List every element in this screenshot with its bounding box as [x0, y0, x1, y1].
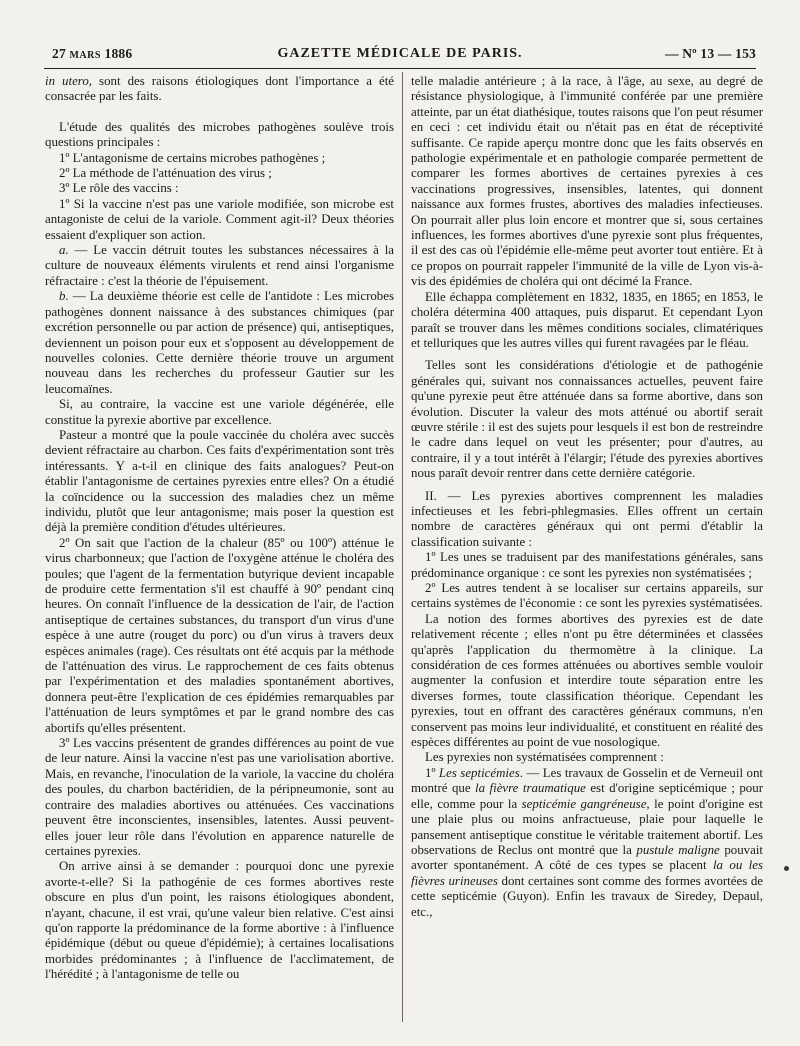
- list-item: 2º La méthode de l'atténuation des virus ;: [59, 166, 272, 181]
- text: — Le vaccin détruit toutes les substances nécessaires à la culture de nouveaux éléments virulents et rend ainsi l'organisme réfractaire : c'est la théorie de l'épuisement.: [45, 243, 394, 288]
- text: — La deuxième théorie est celle de l'antidote : Les microbes pathogènes donnent naissance à des substances chimiques (par excrétion personnelle ou par action de présence) qui, antiseptiques, deviennent un poison pour eux et s'opposent au développement de nouvelles colonies. Cette dernière théorie trouve un argument nouveau dans les recherches du professeur Gautier sur les leucomaïnes.: [45, 289, 394, 396]
- journal-title: GAZETTE MÉDICALE DE PARIS.: [277, 46, 523, 61]
- paragraph: 1º Si la vaccine n'est pas une variole modifiée, son microbe est antagoniste de celui de la variole. Comment agit-il? Deux théories essaient d'expliquer son action.: [45, 196, 394, 242]
- date-year: 1886: [104, 46, 133, 61]
- text: . — Les travaux de Gosselin et de Verneuil ont montré que: [411, 765, 763, 796]
- paragraph: [411, 766, 763, 920]
- section-heading-paragraph: II. — Les pyrexies abortives comprennent les maladies infectieuses et les febri-phlegmasies. Elles offrent un certain nombre de caractères généraux qui ont permi d'établir la classification suivante :: [411, 488, 763, 549]
- left-column: [45, 74, 394, 983]
- italic-text: Les septicémies: [438, 765, 520, 780]
- issue-page-number: — Nº 13 — 153: [664, 46, 756, 61]
- date-day: 27: [52, 46, 66, 61]
- column-divider: [402, 72, 403, 1022]
- list-item: 1º L'antagonisme de certains microbes pathogènes ;: [59, 150, 326, 165]
- text: 1º: [425, 765, 439, 780]
- ink-dot: [784, 866, 789, 871]
- page-header: [44, 40, 756, 64]
- paragraph: 2º On sait que l'action de la chaleur (85º ou 100º) atténue le virus charbonneux; que l'action de l'oxygène atténue le choléra des poules; que l'agent de la fermentation butyrique devient incapable de produire cette fermentation s'il est chauffé à 90º pendant cinq heures. On connaît l'influence de la dessication de l'air, de l'action antiseptique de certaines substances, du transport d'un virus d'une espèce à une autre (rouget du porc) ou d'un virus à travers deux espèces animales (rage). Ces résultats ont été acquis par la méthode de l'atténuation des virus. Le rapprochement de ces faits obtenus par l'expérimentation et des maladies spontanément abortives, donnera peut-être l'explication de ces épidémies remarquables par l'atténuation de leurs symptômes et par le grand nombre des cas abortifs qu'elles présentent.: [45, 535, 394, 735]
- paragraph: Si, au contraire, la vaccine est une variole dégénérée, elle constitue la pyrexie abortive par excellence.: [45, 397, 394, 427]
- text: , le point d'origine est une plaie plus ou moins anfractueuse, plaie pour laquelle le pansement antiseptique constitue le véritable traitement abortif. Les observations de Reclus ont montré que la: [411, 796, 763, 857]
- paragraph: [45, 289, 394, 397]
- text: dont certaines sont comme des formes avortées de cette septicémie (Guyon). Enfin les travaux de Siredey, Depaul, etc.,: [411, 873, 763, 919]
- text: est d'origine septicémique ; pour elle, comme pour la: [411, 781, 763, 811]
- italic-text: la ou les fièvres urineuses: [411, 858, 763, 888]
- item-label: b.: [59, 289, 69, 304]
- paragraph: La notion des formes abortives des pyrexies est de date relativement récente ; elles n'ont pu être déterminées et classées qu'après l'application du thermomètre à la clinique. La considération de ces formes atténuées ou abortives semble vouloir augmenter la confusion et interdire toute séparation entre les diverses formes, toute classification théorique. Cependant les pyrexies, tout en offrant des caractères généraux communs, n'en conservent pas moins leur individualité, et constituent en réalité des espèces différentes au point de vue nosologique.: [411, 611, 763, 750]
- item-label: a.: [59, 243, 69, 258]
- paragraph: L'étude des qualités des microbes pathogènes soulève trois questions principales :: [45, 119, 394, 150]
- header-rule: [44, 68, 756, 69]
- date-month: MARS: [69, 50, 101, 61]
- list-item: 2º Les autres tendent à se localiser sur certains appareils, sur certains systèmes de l'économie : ce sont les pyrexies systématisées.: [411, 581, 763, 611]
- paragraph: On arrive ainsi à se demander : pourquoi donc une pyrexie avorte-t-elle? Si la pathogénie de ces formes abortives reste obscure en plus d'un point, les raisons étiologiques abondent, n'ayant, chacune, il est vrai, qu'une valeur bien relative. C'est ainsi qu'on rapporte la prédominance de la forme abortive : à l'influence épidémique (début ou queue d'épidémie); à certaines localisations morbides prédominantes ; à l'influence de l'acclimatement, de l'hérédité ; à l'antagonisme de telle ou: [45, 859, 394, 982]
- text: pouvait avorter spontanément. A côté de ces types se placent: [411, 842, 763, 873]
- italic-text: pustule maligne: [636, 842, 720, 857]
- paragraph: Telles sont les considérations d'étiologie et de pathogénie générales qui, suivant nos connaissances actuelles, peuvent faire qu'une pyrexie peut être atténuée dans sa forme abortive, dans son évolution. Discuter la valeur des mots atténué ou abortif serait œuvre stérile : il est des sujets pour lesquels il est bon de restreindre le cadre dans lequel on veut les présenter; pour d'autres, au contraire, il y a tout intérêt à l'élargir; l'étude des pyrexies abortives nous paraît devoir rentrer dans cette dernière catégorie.: [411, 358, 763, 481]
- paragraph: [45, 243, 394, 289]
- right-column: [411, 74, 763, 920]
- paragraph: 3º Les vaccins présentent de grandes différences au point de vue de leur nature. Ainsi la vaccine n'est pas une variolisation abortive. Mais, en revanche, l'inoculation de la variole, la vaccine du choléra des poules, du charbon bactéridien, de la péripneumonie, sont au contraire des maladies abortives ou atténuées. Ces vaccinations peuvent être inconscientes, insensibles, latentes. Aussi peuvent-elles jouer leur rôle dans l'évolution en apparence naturelle de certaines pyrexies.: [45, 736, 394, 858]
- list-item: 1º Les unes se traduisent par des manifestations générales, sans prédominance organique : ce sont les pyrexies non systématisées ;: [411, 550, 763, 580]
- italic-text: in utero: [45, 74, 89, 88]
- text: , sont des raisons étiologiques dont l'importance a été consacrée par les faits.: [45, 74, 394, 104]
- paragraph: Les pyrexies non systématisées comprennent :: [425, 750, 664, 765]
- paragraph: telle maladie antérieure ; à la race, à l'âge, au sexe, au degré de résistance physiologique, à l'immunité conférée par une première atteinte, par un état diathésique, toutes raisons que l'on peut résumer en ceci : cet individu était ou n'était pas en état de réceptivité suffisante. Ce rapide aperçu montre donc que les faits observés en pathologie expérimentale et en pathologie comparée permettent de comparer les formes abortives de certaines pyrexies à ces vaccinations progressives, insensibles, latentes, qui donnent naissance aux formes frustes, abortives des maladies infectieuses. On pourrait aller plus loin encore et montrer que si, sous certaines influences, les formes abortives d'une pyrexie sont plus fréquentes, il est des cas où l'épidémie elle-même peut avorter tout entière. Et à ce propos on pourrait rappeler l'immunité de la ville de Lyon vis-à-vis des épidémies de choléra qui ont décimé la France.: [411, 74, 763, 289]
- paragraph: Pasteur a montré que la poule vaccinée du choléra avec succès devient réfractaire au charbon. Ces faits d'expérimentation sont très intéressants. Y a-t-il en clinique des faits analogues? Peut-on établir l'antagonisme de certaines pyrexies entre elles? On a étudié la coïncidence ou la succession des maladies chez un même individu, plutôt que leur antagonisme; mais poser la question est déjà la première condition d'études ultérieures.: [45, 427, 394, 535]
- paragraph: [45, 74, 394, 105]
- list-item: 3º Le rôle des vaccins :: [59, 181, 179, 196]
- italic-text: la fièvre traumatique: [475, 781, 586, 796]
- paragraph: Elle échappa complètement en 1832, 1835, en 1865; en 1853, le choléra détermina 400 attaques, puis disparut. Et cependant Lyon paraît se trouver dans les mêmes conditions sociales, climatériques et telluriques que les autres villes qui furent ravagées par le fléau.: [411, 289, 763, 350]
- italic-text: septicémie gangréneuse: [521, 796, 647, 811]
